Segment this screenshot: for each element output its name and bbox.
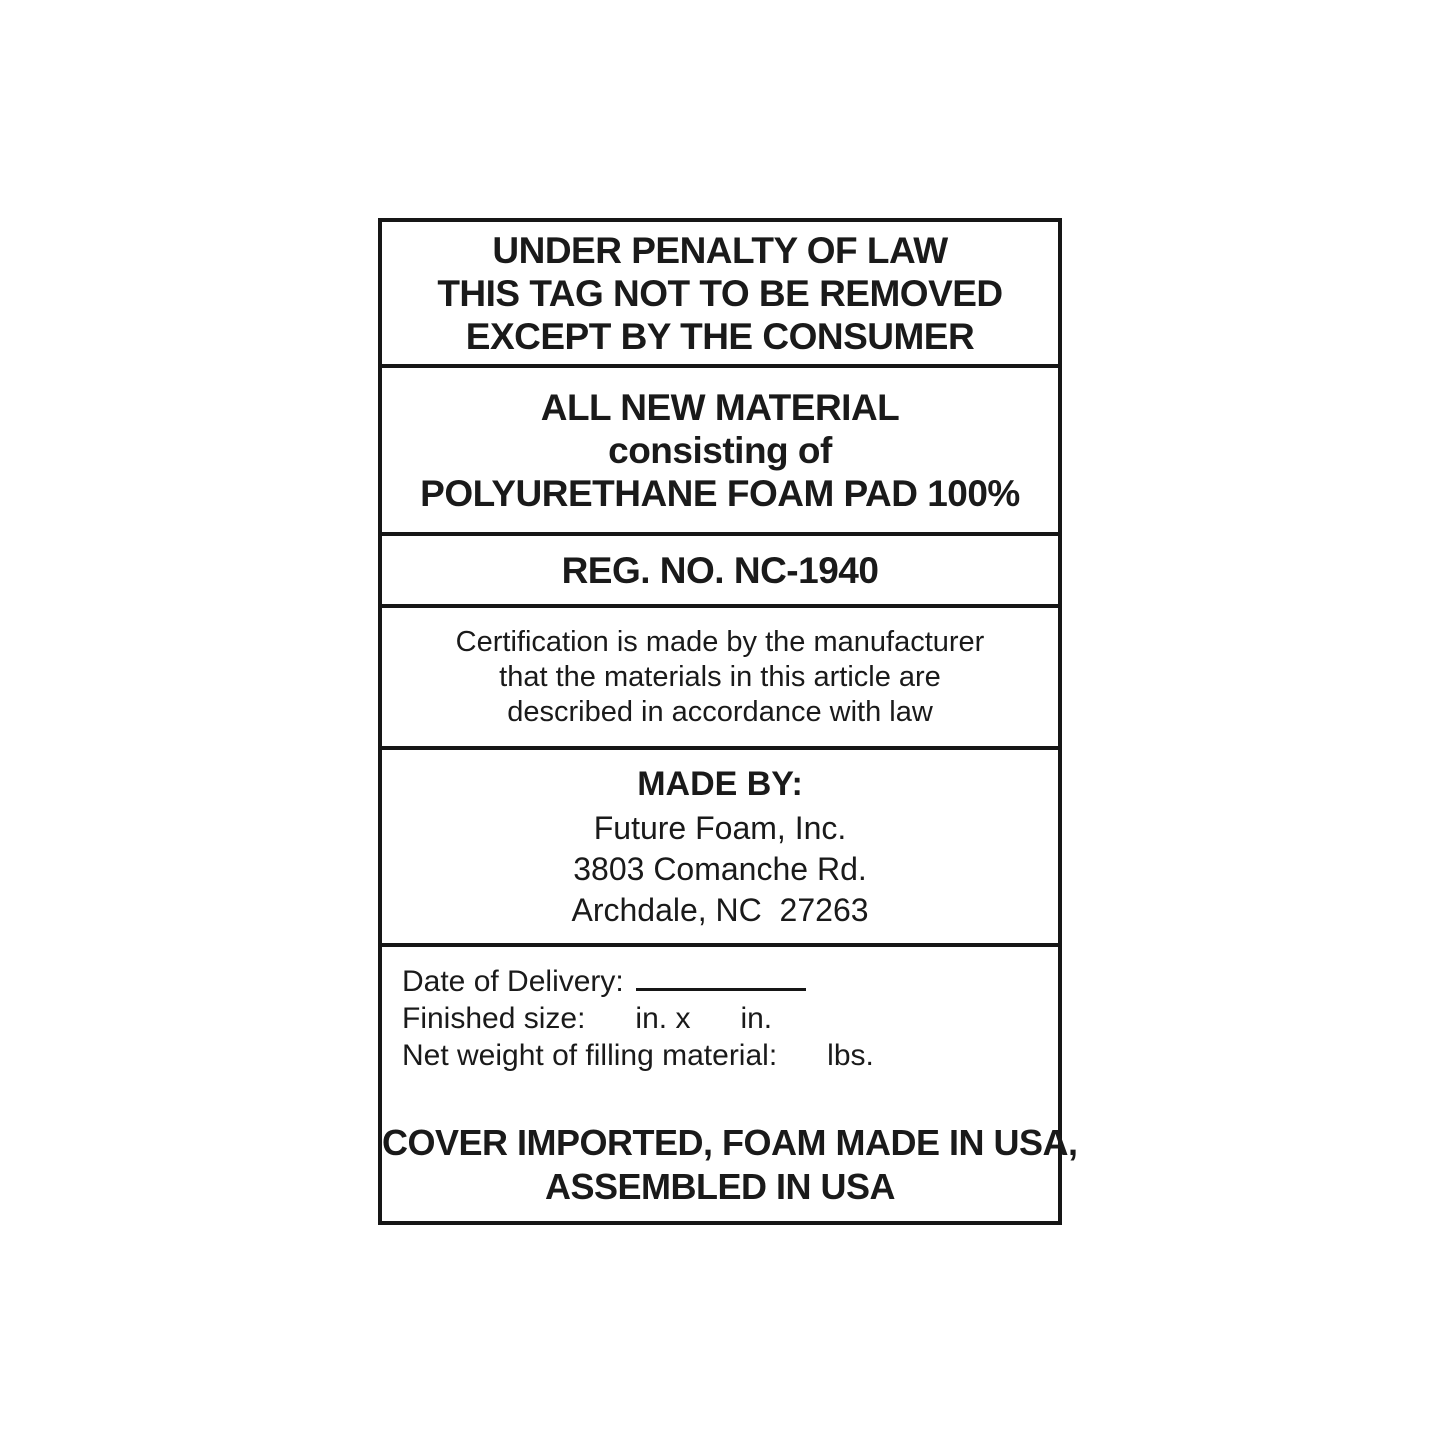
net-weight-line: Net weight of filling material: lbs. <box>402 1039 874 1072</box>
origin-block <box>382 1121 1078 1221</box>
date-of-delivery-blank <box>636 988 806 991</box>
manufacturer-name: Future Foam, Inc. <box>593 810 847 846</box>
material-line-2: consisting of <box>608 429 832 471</box>
registration-number: REG. NO. NC-1940 <box>561 549 879 591</box>
finished-size-line: Finished size: in. x in. <box>402 1002 773 1035</box>
registration-section <box>382 536 1058 608</box>
manufacturer-city-state-zip: Archdale, NC 27263 <box>571 892 869 928</box>
made-by-section <box>382 750 1058 947</box>
certification-line-3: described in accordance with law <box>507 695 933 728</box>
penalty-notice-line-2: THIS TAG NOT TO BE REMOVED <box>437 272 1003 314</box>
made-by-heading: MADE BY: <box>637 765 803 803</box>
date-of-delivery-line <box>402 963 1058 1000</box>
material-section <box>382 368 1058 536</box>
penalty-notice-line-3: EXCEPT BY THE CONSUMER <box>465 315 975 357</box>
certification-section <box>382 608 1058 750</box>
certification-line-2: that the materials in this article are <box>499 660 941 693</box>
penalty-notice-section <box>382 222 1058 368</box>
penalty-notice-line-1: UNDER PENALTY OF LAW <box>492 229 948 271</box>
date-of-delivery-label: Date of Delivery: <box>402 965 624 998</box>
law-tag-label <box>378 218 1078 1225</box>
manufacturer-street: 3803 Comanche Rd. <box>573 851 867 887</box>
material-line-1: ALL NEW MATERIAL <box>540 386 900 428</box>
origin-line-1: COVER IMPORTED, FOAM MADE IN USA, <box>382 1122 1078 1163</box>
certification-line-1: Certification is made by the manufacturer <box>455 625 985 658</box>
details-and-origin-section <box>382 947 1078 1221</box>
origin-line-2: ASSEMBLED IN USA <box>544 1166 896 1207</box>
fill-details-block <box>382 947 1058 1074</box>
material-line-3: POLYURETHANE FOAM PAD 100% <box>420 472 1020 514</box>
